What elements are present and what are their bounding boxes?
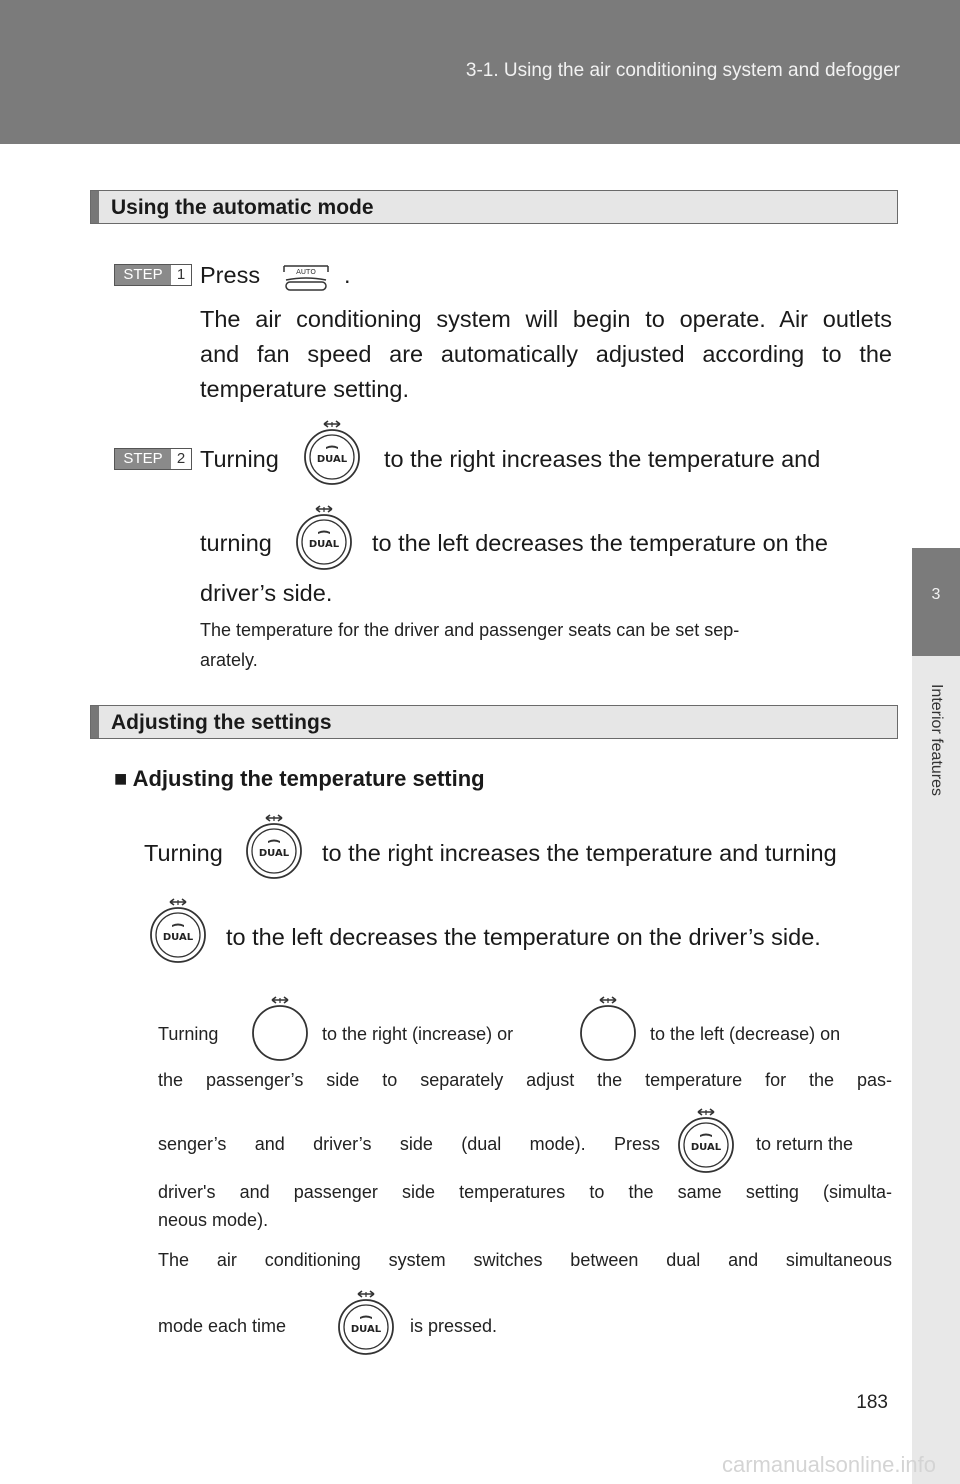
header-title: 3-1. Using the air conditioning system and defogger — [465, 60, 900, 81]
page-header — [0, 0, 960, 144]
dual-dial-icon — [302, 420, 362, 486]
dual-button-icon — [676, 1108, 736, 1174]
dual-button-icon — [336, 1290, 396, 1356]
step1-desc-line2: and fan speed are automatically adjusted according to the — [200, 341, 892, 367]
section-heading-text: Adjusting the settings — [111, 711, 332, 734]
dual-dial-icon — [294, 505, 354, 571]
watermark: carmanualsonline.info — [721, 1452, 936, 1477]
step-badge-2: STEP 2 — [114, 448, 192, 470]
svg-text:DUAL: DUAL — [162, 932, 194, 943]
step1-press: Press — [200, 262, 261, 288]
passenger-dial-icon — [578, 996, 638, 1062]
dual-dial-icon — [148, 898, 208, 964]
chapter-tab — [912, 548, 960, 656]
subheading: ■ Adjusting the temperature setting — [114, 766, 485, 791]
chapter-label: Interior features — [928, 683, 945, 797]
step1-desc-line3: temperature setting. — [200, 376, 409, 402]
svg-text:AUTO: AUTO — [296, 268, 316, 276]
step1-desc-line1: The air conditioning system will begin to operate. Air outlets — [200, 306, 892, 332]
svg-text:DUAL: DUAL — [350, 1324, 382, 1335]
note-line1: The temperature for the driver and passenger seats can be set sep- — [200, 620, 740, 640]
section-heading-text: Using the automatic mode — [111, 196, 374, 219]
svg-text:DUAL: DUAL — [316, 454, 348, 465]
section-heading-adjust — [90, 705, 898, 739]
passenger-dial-icon — [250, 996, 310, 1062]
section-heading-auto — [90, 190, 898, 224]
step-badge-1: STEP 1 — [114, 264, 192, 286]
svg-text:DUAL: DUAL — [308, 539, 340, 550]
note-line2: arately. — [200, 650, 258, 670]
dual-dial-icon — [244, 814, 304, 880]
auto-button-icon — [282, 264, 330, 292]
chapter-number: 3 — [931, 586, 941, 603]
svg-text:DUAL: DUAL — [690, 1142, 722, 1153]
page-number: 183 — [856, 1392, 888, 1413]
svg-text:DUAL: DUAL — [258, 848, 290, 859]
